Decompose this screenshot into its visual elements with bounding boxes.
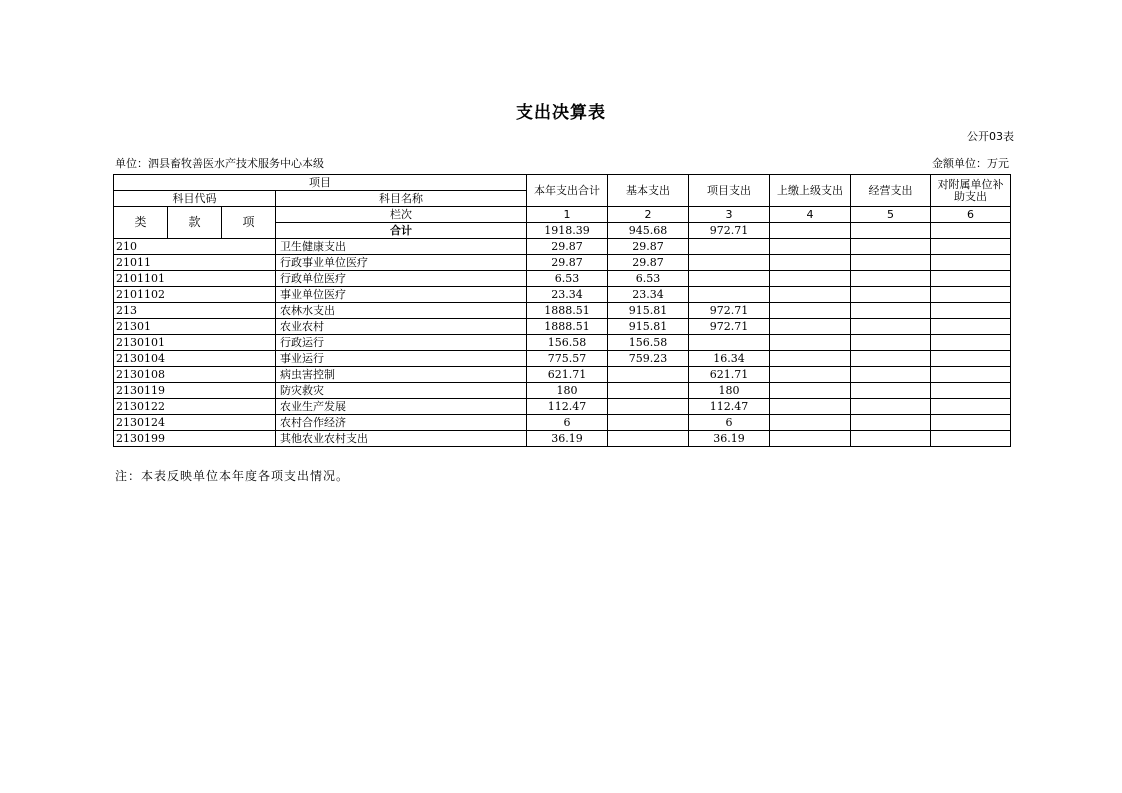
total-label: 合计 (276, 223, 527, 239)
row-value: 156.58 (608, 335, 689, 351)
row-value: 36.19 (689, 431, 770, 447)
row-code: 21301 (114, 319, 276, 335)
header-col-total: 本年支出合计 (527, 175, 608, 207)
row-value (608, 431, 689, 447)
row-value (689, 271, 770, 287)
row-value (851, 383, 931, 399)
table-row (114, 303, 1011, 319)
row-value (931, 271, 1011, 287)
row-value: 29.87 (608, 239, 689, 255)
row-code: 2101101 (114, 271, 276, 287)
row-value (770, 335, 851, 351)
table-row (114, 367, 1011, 383)
total-value: 945.68 (608, 223, 689, 239)
header-lei: 类 (114, 207, 168, 239)
row-value: 156.58 (527, 335, 608, 351)
table-row (114, 255, 1011, 271)
row-value (931, 399, 1011, 415)
row-value (931, 367, 1011, 383)
row-value: 29.87 (527, 239, 608, 255)
row-value (851, 255, 931, 271)
row-code: 2130101 (114, 335, 276, 351)
page-title: 支出决算表 (516, 103, 606, 123)
row-value (770, 367, 851, 383)
row-value (689, 255, 770, 271)
header-kuan: 款 (168, 207, 222, 239)
row-value (770, 255, 851, 271)
row-code: 2101102 (114, 287, 276, 303)
row-value (931, 255, 1011, 271)
row-code: 2130124 (114, 415, 276, 431)
row-name: 病虫害控制 (276, 367, 527, 383)
row-code: 2130119 (114, 383, 276, 399)
row-value (770, 319, 851, 335)
row-value (931, 383, 1011, 399)
column-index: 2 (608, 207, 689, 223)
row-name: 农业农村 (276, 319, 527, 335)
row-value (931, 335, 1011, 351)
header-col-business: 经营支出 (851, 175, 931, 207)
row-value (851, 399, 931, 415)
row-value (770, 351, 851, 367)
table-row (114, 383, 1011, 399)
row-value (770, 431, 851, 447)
row-value (931, 319, 1011, 335)
row-value (770, 303, 851, 319)
total-value: 1918.39 (527, 223, 608, 239)
row-value (770, 271, 851, 287)
row-value: 23.34 (527, 287, 608, 303)
row-code: 2130122 (114, 399, 276, 415)
row-value (931, 351, 1011, 367)
row-value: 180 (689, 383, 770, 399)
row-value (608, 415, 689, 431)
row-name: 卫生健康支出 (276, 239, 527, 255)
header-code: 科目代码 (114, 191, 276, 207)
table-row (114, 351, 1011, 367)
column-index: 1 (527, 207, 608, 223)
row-value: 915.81 (608, 319, 689, 335)
row-value: 1888.51 (527, 319, 608, 335)
row-value: 16.34 (689, 351, 770, 367)
row-value: 36.19 (527, 431, 608, 447)
row-code: 210 (114, 239, 276, 255)
row-value (851, 319, 931, 335)
table-row (114, 287, 1011, 303)
header-col-upper: 上缴上级支出 (770, 175, 851, 207)
row-value (608, 383, 689, 399)
row-name: 农村合作经济 (276, 415, 527, 431)
row-code: 21011 (114, 255, 276, 271)
row-name: 行政单位医疗 (276, 271, 527, 287)
row-value (931, 239, 1011, 255)
row-value (851, 271, 931, 287)
table-note: 注：本表反映单位本年度各项支出情况。 (115, 469, 350, 483)
header-col-subsidy: 对附属单位补助支出 (931, 175, 1011, 207)
row-value (770, 239, 851, 255)
unit-label: 单位：泗县畜牧善医水产技术服务中心本级 (115, 157, 324, 170)
column-index: 5 (851, 207, 931, 223)
money-unit-label: 金额单位：万元 (932, 157, 1009, 170)
data-rows (114, 239, 1011, 447)
column-index: 3 (689, 207, 770, 223)
row-value: 621.71 (689, 367, 770, 383)
row-value (608, 367, 689, 383)
row-name: 事业单位医疗 (276, 287, 527, 303)
row-name: 事业运行 (276, 351, 527, 367)
row-value: 6.53 (608, 271, 689, 287)
row-name: 农业生产发展 (276, 399, 527, 415)
row-value (851, 239, 931, 255)
row-value (851, 351, 931, 367)
row-code: 213 (114, 303, 276, 319)
row-value (770, 383, 851, 399)
row-value: 6.53 (527, 271, 608, 287)
table-row (114, 319, 1011, 335)
row-value (608, 399, 689, 415)
row-value: 180 (527, 383, 608, 399)
form-number: 公开03表 (967, 130, 1014, 143)
row-code: 2130108 (114, 367, 276, 383)
row-value: 759.23 (608, 351, 689, 367)
table-row (114, 415, 1011, 431)
row-value: 6 (689, 415, 770, 431)
row-value (770, 415, 851, 431)
header-col-project: 项目支出 (689, 175, 770, 207)
row-value: 29.87 (608, 255, 689, 271)
row-name: 行政事业单位医疗 (276, 255, 527, 271)
row-value (931, 303, 1011, 319)
row-value: 112.47 (527, 399, 608, 415)
table-row (114, 399, 1011, 415)
row-value: 1888.51 (527, 303, 608, 319)
row-value: 621.71 (527, 367, 608, 383)
row-value (851, 415, 931, 431)
row-value: 972.71 (689, 303, 770, 319)
row-value (931, 415, 1011, 431)
row-value (851, 335, 931, 351)
row-value (931, 287, 1011, 303)
row-value: 29.87 (527, 255, 608, 271)
total-value (931, 223, 1011, 239)
row-name: 农林水支出 (276, 303, 527, 319)
row-value: 6 (527, 415, 608, 431)
header-xiang: 项 (222, 207, 276, 239)
row-value (851, 287, 931, 303)
table-row (114, 335, 1011, 351)
row-code: 2130199 (114, 431, 276, 447)
column-index: 6 (931, 207, 1011, 223)
row-value: 112.47 (689, 399, 770, 415)
table-row (114, 431, 1011, 447)
total-value (851, 223, 931, 239)
row-value: 972.71 (689, 319, 770, 335)
row-name: 行政运行 (276, 335, 527, 351)
row-value: 23.34 (608, 287, 689, 303)
row-value (851, 431, 931, 447)
header-lanci: 栏次 (276, 207, 527, 223)
row-value (770, 287, 851, 303)
header-col-basic: 基本支出 (608, 175, 689, 207)
header-name: 科目名称 (276, 191, 527, 207)
row-value (689, 335, 770, 351)
total-value (770, 223, 851, 239)
total-value: 972.71 (689, 223, 770, 239)
row-value (851, 303, 931, 319)
row-value: 915.81 (608, 303, 689, 319)
column-index: 4 (770, 207, 851, 223)
row-code: 2130104 (114, 351, 276, 367)
row-name: 防灾救灾 (276, 383, 527, 399)
table-row (114, 271, 1011, 287)
header-project: 项目 (114, 175, 527, 191)
row-value (689, 239, 770, 255)
row-value (770, 399, 851, 415)
row-value (931, 431, 1011, 447)
expenditure-table (113, 174, 1011, 447)
row-value (689, 287, 770, 303)
row-value: 775.57 (527, 351, 608, 367)
row-value (851, 367, 931, 383)
row-name: 其他农业农村支出 (276, 431, 527, 447)
table-row (114, 239, 1011, 255)
